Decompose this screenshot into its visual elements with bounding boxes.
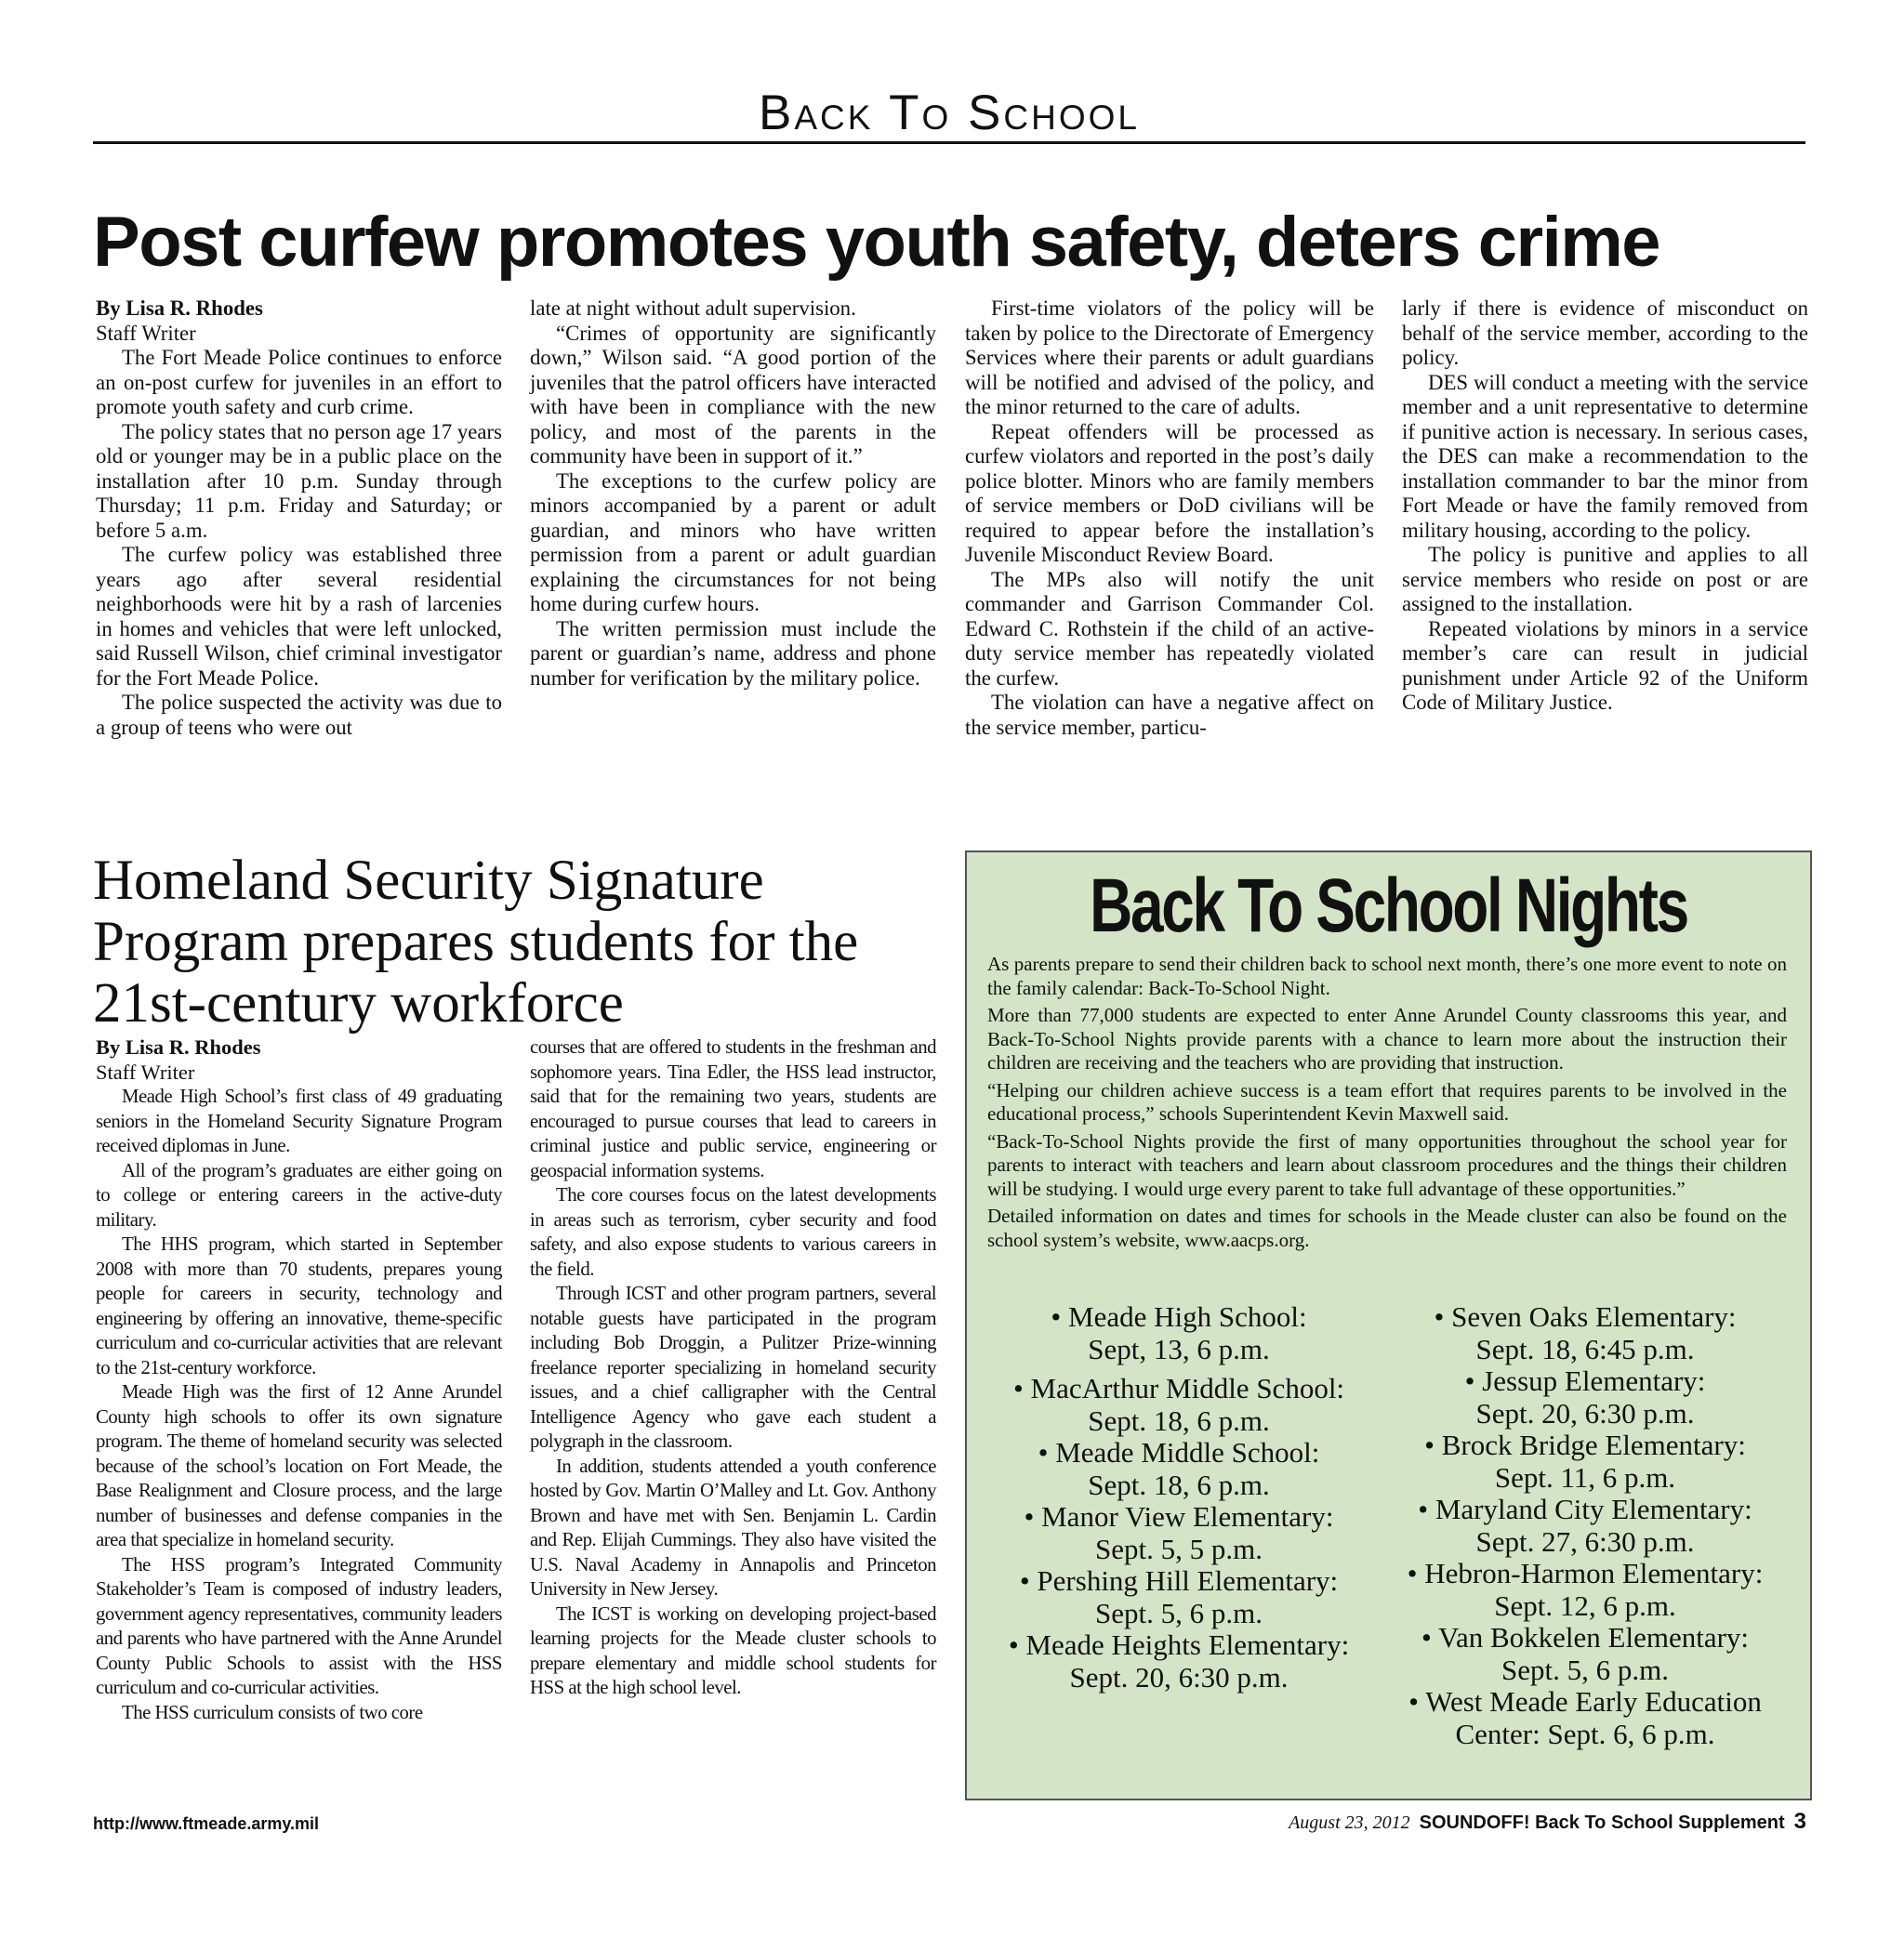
school-name: • Brock Bridge Elementary: <box>1424 1429 1746 1461</box>
paragraph: The HSS curriculum consists of two core <box>122 1701 423 1723</box>
schedule-item <box>1381 1365 1790 1430</box>
schedule-item <box>1381 1622 1790 1686</box>
paragraph: Repeated violations by minors in a service member’s care can result in judicial punishment under Article 92 of the Uniform Code of Military Justice. <box>1402 616 1808 714</box>
school-name: • West Meade Early Education <box>1408 1685 1762 1718</box>
paragraph: All of the program’s graduates are either going on to college or entering careers in the active-duty military. <box>96 1159 502 1231</box>
paragraph: The core courses focus on the latest developments in areas such as terrorism, cyber security and food safety, and also expose students to various careers in the field. <box>530 1184 936 1280</box>
school-date: Sept. 5, 6 p.m. <box>1501 1653 1669 1686</box>
paragraph: The written permission must include the parent or guardian’s name, address and phone number for verification by the military police. <box>530 616 936 690</box>
schedule-item <box>1381 1558 1790 1622</box>
page-number: 3 <box>1793 1809 1806 1834</box>
article2-column-1 <box>96 1035 502 1725</box>
paragraph: courses that are offered to students in the freshman and sophomore years. Tina Edler, the HSS lead instructor, said that for the remaining two years, students are encouraged to pursue courses that lead to careers in criminal justice and public service, engineering or geospacial information systems. <box>530 1036 936 1181</box>
schedule-right-list <box>1381 1301 1790 1750</box>
schedule-item <box>974 1629 1383 1694</box>
school-date: Sept. 20, 6:30 p.m. <box>1069 1660 1289 1694</box>
paragraph: “Helping our children achieve success is a team effort that requires parents to be involved in the educational process,” schools Superintendent Kevin Maxwell said. <box>987 1078 1787 1125</box>
schedule-item <box>974 1437 1383 1501</box>
paragraph: The curfew policy was established three years ago after several residential neighborhoods were hit by a rash of larcenies in homes and vehicles that were left unlocked, said Russell Wilson, chief criminal investigator for the Fort Meade Police. <box>96 543 502 690</box>
school-name: • Van Bokkelen Elementary: <box>1421 1621 1750 1654</box>
schedule-item <box>1381 1494 1790 1558</box>
school-date: Sept. 18, 6:45 p.m. <box>1475 1332 1695 1365</box>
paragraph: DES will conduct a meeting with the service member and a unit representative to determine if punitive action is necessary. In serious cases, the DES can make a recommendation to the installation commander to bar the minor from Fort Meade or have the family removed from military housing, according to the policy. <box>1402 370 1808 542</box>
footer-url[interactable]: http://www.ftmeade.army.mil <box>93 1814 320 1833</box>
paragraph: The police suspected the activity was due to a group of teens who were out <box>96 691 502 739</box>
article1-column-4 <box>1402 297 1808 716</box>
school-name: • Hebron-Harmon Elementary: <box>1407 1557 1764 1589</box>
schedule-left-list <box>974 1301 1383 1694</box>
school-name: • Jessup Elementary: <box>1464 1364 1706 1397</box>
school-date: Sept. 5, 6 p.m. <box>1095 1596 1263 1629</box>
footer-date: August 23, 2012 <box>1289 1813 1410 1833</box>
paragraph: The Fort Meade Police continues to enforce an on-post curfew for juveniles in an effort to promote youth safety and curb crime. <box>96 346 502 418</box>
school-name: • Maryland City Elementary: <box>1418 1493 1752 1525</box>
school-date: Sept. 12, 6 p.m. <box>1494 1588 1676 1622</box>
school-date: Sept. 20, 6:30 p.m. <box>1475 1396 1695 1430</box>
school-name: • Meade Heights Elementary: <box>1008 1628 1350 1661</box>
footer-publication: SOUNDOFF! Back To School Supplement <box>1419 1813 1785 1833</box>
paragraph: larly if there is evidence of misconduct on behalf of the service member, according to the policy. <box>1402 297 1808 369</box>
article1-column-1 <box>96 297 502 740</box>
paragraph: The exceptions to the curfew policy are minors accompanied by a parent or adult guardian, and minors who have written permission from a parent or adult guardian explaining the circumstances for not being home during curfew hours. <box>530 468 936 615</box>
paragraph: Repeat offenders will be processed as curfew violators and reported in the post’s daily police blotter. Minors who are family members of service members or DoD civilians will be required to appear before the installation’s Juvenile Misconduct Review Board. <box>965 419 1374 566</box>
school-name: • Meade High School: <box>1051 1300 1307 1333</box>
paragraph: Through ICST and other program partners, several notable guests have participated in the program including Bob Droggin, a Pulitzer Prize-winning freelance reporter specializing in homeland security issues, and a chief calligrapher with the Central Intelligence Agency who gave each student a polygraph in the classroom. <box>530 1283 936 1452</box>
schedule-item <box>974 1501 1383 1565</box>
paragraph: The HHS program, which started in September 2008 with more than 70 students, prepares young people for careers in security, technology and engineering by offering an innovative, theme-specific curriculum and co-curricular activities that are relevant to the 21st-century workforce. <box>96 1233 502 1378</box>
article2-byline: By Lisa R. Rhodes <box>96 1035 261 1059</box>
school-date: Sept. 18, 6 p.m. <box>1088 1404 1270 1437</box>
article1-column-2 <box>530 297 936 691</box>
school-name: • Manor View Elementary: <box>1024 1500 1334 1533</box>
schedule-item <box>1381 1301 1790 1365</box>
paragraph: In addition, students attended a youth conference hosted by Gov. Martin O’Malley and Lt. Gov. Anthony Brown and have met with Sen. Benjamin L. Cardin and Rep. Elijah Cummings. They also have visited the U.S. Naval Academy in Annapolis and Princeton University in New Jersey. <box>530 1455 936 1600</box>
paragraph: The violation can have a negative affect on the service member, particu- <box>965 691 1374 739</box>
article2-column-2 <box>530 1035 936 1701</box>
schedule-item <box>1381 1686 1790 1750</box>
paragraph: As parents prepare to send their children back to school next month, there’s one more event to note on the family calendar: Back-To-School Night. <box>987 953 1787 999</box>
sidebar-body <box>987 953 1787 1256</box>
school-name: • Pershing Hill Elementary: <box>1019 1564 1339 1597</box>
paragraph: The HSS program’s Integrated Community Stakeholder’s Team is composed of industry leaders, government agency representatives, community leaders and parents who have partnered with the Anne Arundel County Public Schools to assist with the HSS curriculum and co-curricular activities. <box>96 1553 502 1698</box>
article1-headline: Post curfew promotes youth safety, deters crime <box>93 203 1660 282</box>
section-header: Back To School <box>758 86 1140 140</box>
article2-headline: Homeland Security Signature Program prepares students for the 21st-century workforce <box>93 850 859 1035</box>
article1-column-3 <box>965 297 1374 740</box>
article2-role: Staff Writer <box>96 1060 195 1084</box>
schedule-item <box>974 1301 1383 1365</box>
sidebar-title: Back To School Nights <box>1090 863 1687 948</box>
paragraph: More than 77,000 students are expected to enter Anne Arundel County classrooms this year, and Back-To-School Nights provide parents with a chance to learn more about the instruction their children are receiving and the teachers who are providing that instruction. <box>987 1004 1787 1074</box>
school-name: • MacArthur Middle School: <box>1012 1372 1345 1404</box>
schedule-item <box>974 1565 1383 1629</box>
paragraph: The policy states that no person age 17 years old or younger may be in a public place on the installation after 10 p.m. Sunday through Thursday; 11 p.m. Friday and Saturday; or before 5 a.m. <box>96 419 502 542</box>
paragraph: The MPs also will notify the unit commander and Garrison Commander Col. Edward C. Rothstein if the child of an active-duty service member has repeatedly violated the curfew. <box>965 567 1374 690</box>
paragraph: “Back-To-School Nights provide the first of many opportunities throughout the school year for parents to interact with teachers and learn about classroom procedures and the things their children will be studying. I would urge every parent to take full advantage of these opportunities.” <box>987 1129 1787 1200</box>
paragraph: late at night without adult supervision. <box>530 297 856 320</box>
schedule-item <box>974 1373 1383 1437</box>
paragraph: First-time violators of the policy will be taken by police to the Directorate of Emergency Services where their parents or adult guardians will be notified and advised of the policy, and the minor returned to the care of adults. <box>965 297 1374 418</box>
paragraph: The ICST is working on developing project-based learning projects for the Meade cluster schools to prepare elementary and middle school students for HSS at the high school level. <box>530 1602 936 1698</box>
schedule-item <box>1381 1430 1790 1494</box>
footer-folio <box>1289 1809 1806 1835</box>
school-name: • Meade Middle School: <box>1038 1436 1320 1469</box>
paragraph: Detailed information on dates and times for schools in the Meade cluster can also be found on the school system’s website, www.aacps.org. <box>987 1205 1787 1251</box>
school-date: Center: Sept. 6, 6 p.m. <box>1455 1717 1715 1750</box>
paragraph: The policy is punitive and applies to all service members who reside on post or are assigned to the installation. <box>1402 543 1808 615</box>
school-date: Sept, 13, 6 p.m. <box>1088 1332 1270 1365</box>
paragraph: “Crimes of opportunity are significantly down,” Wilson said. “A good portion of the juveniles that the patrol officers have interacted with have been in compliance with the new policy, and most of the parents in the community have been in support of it.” <box>530 321 936 468</box>
paragraph: Meade High was the first of 12 Anne Arundel County high schools to offer its own signature program. The theme of homeland security was selected because of the school’s location on Fort Meade, the Base Realignment and Closure process, and the large number of businesses and defense companies in the area that specialize in homeland security. <box>96 1381 502 1550</box>
school-date: Sept. 5, 5 p.m. <box>1095 1532 1263 1565</box>
section-rule <box>93 141 1805 144</box>
school-name: • Seven Oaks Elementary: <box>1434 1300 1737 1333</box>
school-date: Sept. 18, 6 p.m. <box>1088 1468 1270 1501</box>
paragraph: Meade High School’s first class of 49 graduating seniors in the Homeland Security Signature Program received diplomas in June. <box>96 1086 502 1156</box>
school-date: Sept. 27, 6:30 p.m. <box>1475 1524 1695 1558</box>
article1-byline: By Lisa R. Rhodes <box>96 297 263 320</box>
article1-role: Staff Writer <box>96 321 196 345</box>
school-date: Sept. 11, 6 p.m. <box>1494 1460 1676 1494</box>
